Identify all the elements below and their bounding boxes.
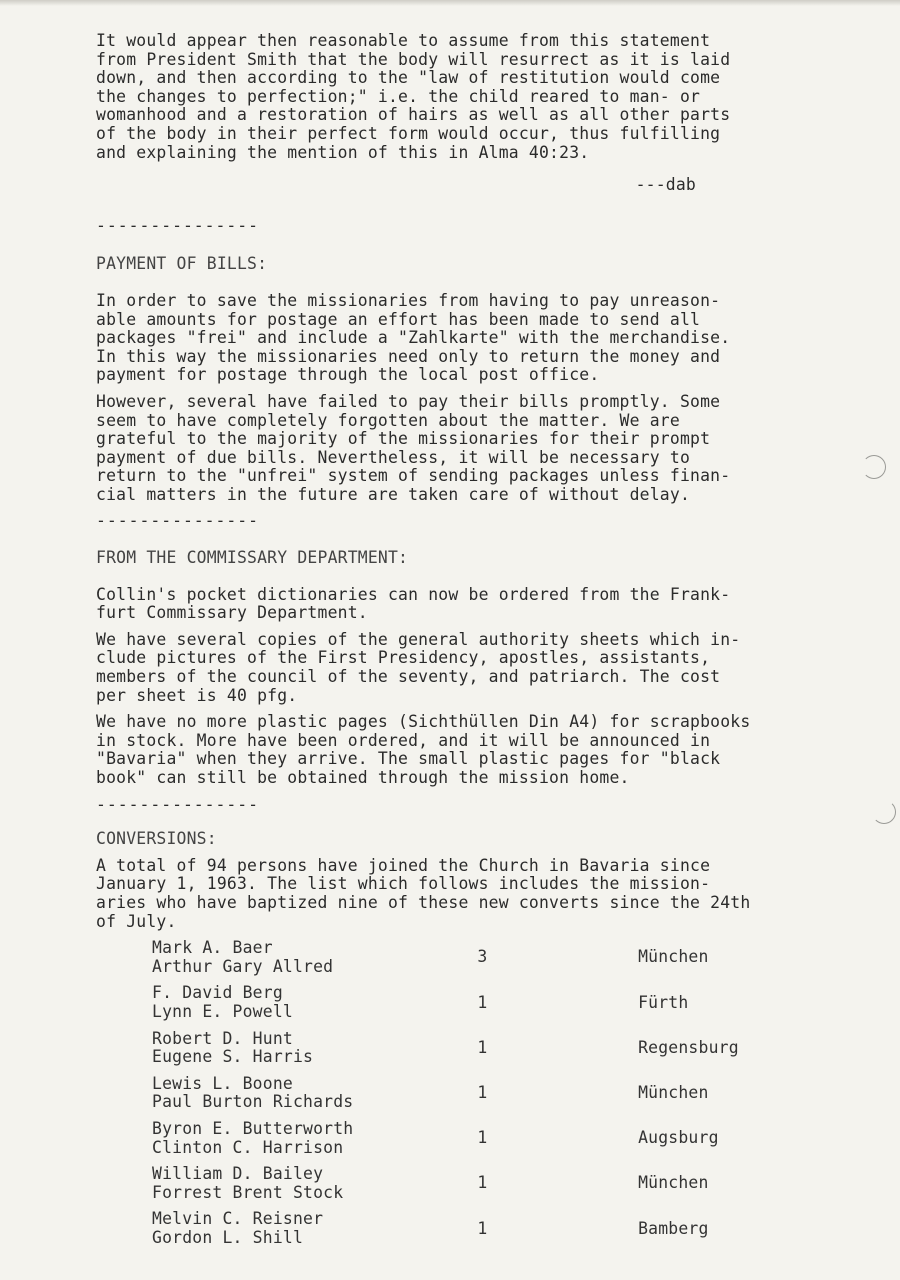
convert-count: 3 <box>477 947 488 967</box>
city: Augsburg <box>638 1128 719 1148</box>
missionary-names: Robert D. Hunt Eugene S. Harris <box>152 1028 314 1067</box>
missionary-names: F. David Berg Lynn E. Powell <box>152 983 293 1021</box>
baptism-list <box>152 939 836 1255</box>
signature: ---dab <box>635 175 696 195</box>
punch-hole-mark <box>862 455 886 479</box>
city: Regensburg <box>638 1037 739 1057</box>
page-top-edge <box>0 0 900 6</box>
table-row <box>152 1120 836 1165</box>
missionary-names: Byron E. Butterworth Clinton C. Harrison <box>152 1118 354 1157</box>
document-body <box>96 32 836 1255</box>
commissary-paragraph-3: We have no more plastic pages (Sichthüllen Din A4) for scrapbooks in stock. More have been ordered, and it will be announced in "Bavaria" when they arrive. The small plastic pages for "black book" can still be obtained through the mission home. <box>96 712 751 787</box>
missionary-names: Melvin C. Reisner Gordon L. Shill <box>152 1209 324 1247</box>
table-row <box>152 1165 836 1210</box>
punch-hole-mark <box>872 800 896 824</box>
missionary-names: Lewis L. Boone Paul Burton Richards <box>152 1073 354 1112</box>
commissary-paragraph-1: Collin's pocket dictionaries can now be ordered from the Frank- furt Commissary Department. <box>96 584 731 623</box>
section-divider: --------------- <box>96 794 260 814</box>
payment-of-bills-heading: PAYMENT OF BILLS: <box>96 254 268 274</box>
section-divider: --------------- <box>96 215 260 235</box>
convert-count: 1 <box>477 1083 488 1103</box>
city: Fürth <box>638 992 689 1012</box>
payment-paragraph-2: However, several have failed to pay their bills promptly. Some seem to have completely forgotten about the matter. We are grateful to the majority of the missionaries for their prompt payment of due bills. Nevertheless, it will be necessary to return to the "unfrei" system of sending packages unless finan- cial matters in the future are taken care of without delay. <box>96 391 731 504</box>
commissary-paragraph-2: We have several copies of the general authority sheets which in- clude pictures of the First Presidency, apostles, assistants, members of the council of the seventy, and patriarch. The cost per sheet is 40 pfg. <box>96 629 741 705</box>
missionary-names: William D. Bailey Forrest Brent Stock <box>152 1164 344 1202</box>
intro-paragraph: It would appear then reasonable to assume from this statement from President Smith that the body will resurrect as it is laid down, and then according to the "law of restitution would come the changes to perfection;" i.e. the child reared to man- or womanhood and a restoration of hairs as well as all other parts of the body in their perfect form would occur, thus fulfilling and explaining the mention of this in Alma 40:23. <box>96 31 731 162</box>
table-row <box>152 1030 836 1075</box>
payment-paragraph-1: In order to save the missionaries from having to pay unreason- able amounts for postage an effort has been made to send all packages "frei" and include a "Zahlkarte" with the merchandise. In this way the missionaries need only to return the money and payment for postage through the local post office. <box>96 290 731 385</box>
convert-count: 1 <box>477 1037 488 1057</box>
section-divider: --------------- <box>96 511 260 531</box>
table-row <box>152 1210 836 1255</box>
table-row <box>152 1075 836 1120</box>
city: München <box>638 947 709 967</box>
city: München <box>638 1173 709 1193</box>
convert-count: 1 <box>477 1128 488 1148</box>
convert-count: 1 <box>477 992 488 1012</box>
city: Bamberg <box>638 1218 709 1238</box>
conversions-heading: CONVERSIONS: <box>96 829 217 849</box>
missionary-names: Mark A. Baer Arthur Gary Allred <box>152 938 334 976</box>
city: München <box>638 1083 709 1103</box>
convert-count: 1 <box>477 1173 488 1193</box>
table-row <box>152 939 836 984</box>
convert-count: 1 <box>477 1218 488 1238</box>
conversions-paragraph: A total of 94 persons have joined the Church in Bavaria since January 1, 1963. The list which follows includes the mission- aries who have baptized nine of these new converts since the 24th of July. <box>96 855 751 931</box>
commissary-heading: FROM THE COMMISSARY DEPARTMENT: <box>96 548 409 568</box>
table-row <box>152 984 836 1029</box>
